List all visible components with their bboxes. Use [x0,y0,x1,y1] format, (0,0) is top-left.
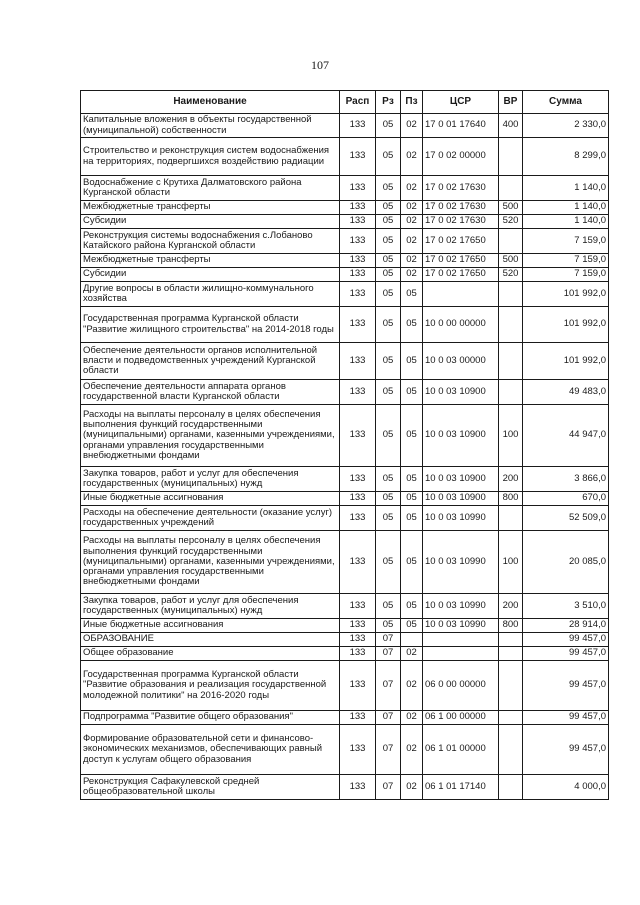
row-name: Водоснабжение с Крутиха Далматовского района Курганской области [81,176,340,201]
row-rasp: 133 [340,307,376,343]
row-sum: 20 085,0 [523,531,609,594]
row-pz: 05 [401,492,423,506]
table-row [81,268,609,282]
page-number: 107 [311,58,329,72]
row-rz: 05 [376,176,401,201]
row-rz: 05 [376,492,401,506]
row-vr: 520 [499,268,523,282]
row-rz: 05 [376,531,401,594]
row-rasp: 133 [340,506,376,531]
row-sum: 3 866,0 [523,467,609,492]
row-vr [499,711,523,725]
row-sum: 1 140,0 [523,215,609,229]
row-name: Формирование образовательной сети и финансово-экономических механизмов, обеспечивающих равный доступ к услугам общего образования [81,725,340,775]
row-vr: 500 [499,254,523,268]
row-csr: 17 0 01 17640 [423,114,499,138]
row-rz: 07 [376,647,401,661]
row-sum: 2 330,0 [523,114,609,138]
row-name: Подпрограмма "Развитие общего образования" [81,711,340,725]
table-row [81,254,609,268]
row-rasp: 133 [340,492,376,506]
table-row [81,229,609,254]
table-row [81,282,609,307]
row-pz [401,633,423,647]
column-header-pz: Пз [401,91,423,114]
row-name: Межбюджетные трансферты [81,254,340,268]
row-rz: 05 [376,380,401,405]
row-csr: 10 0 03 10900 [423,405,499,467]
row-sum: 670,0 [523,492,609,506]
row-sum: 8 299,0 [523,138,609,176]
row-rasp: 133 [340,229,376,254]
row-name: Строительство и реконструкция систем водоснабжения на территориях, подвергшихся воздействию радиации [81,138,340,176]
row-csr [423,647,499,661]
row-csr: 10 0 00 00000 [423,307,499,343]
row-csr: 10 0 03 10900 [423,467,499,492]
row-vr: 500 [499,201,523,215]
column-header-vr: ВР [499,91,523,114]
row-pz: 05 [401,506,423,531]
row-name: Расходы на выплаты персоналу в целях обеспечения выполнения функций государственными (муниципальными) органами, казенными учреждениями, органами управления государственными внебюджетными фондами [81,531,340,594]
row-vr: 800 [499,619,523,633]
row-rz: 05 [376,138,401,176]
row-vr [499,176,523,201]
row-name: Общее образование [81,647,340,661]
row-rasp: 133 [340,711,376,725]
row-vr [499,775,523,800]
row-name: Обеспечение деятельности органов исполнительной власти и подведомственных учреждений Курганской области [81,343,340,380]
row-rz: 05 [376,619,401,633]
row-rasp: 133 [340,594,376,619]
row-pz: 05 [401,531,423,594]
row-vr: 100 [499,405,523,467]
row-csr: 17 0 02 17630 [423,215,499,229]
row-rasp: 133 [340,282,376,307]
row-vr: 100 [499,531,523,594]
row-csr: 17 0 02 17650 [423,254,499,268]
row-name: Иные бюджетные ассигнования [81,619,340,633]
row-sum: 4 000,0 [523,775,609,800]
table-row [81,633,609,647]
row-pz: 02 [401,254,423,268]
row-vr: 400 [499,114,523,138]
row-sum: 1 140,0 [523,176,609,201]
row-vr [499,506,523,531]
column-header-rasp: Расп [340,91,376,114]
row-rz: 05 [376,201,401,215]
row-vr [499,633,523,647]
row-vr: 200 [499,594,523,619]
row-rz: 05 [376,114,401,138]
table-row [81,114,609,138]
row-csr: 10 0 03 10900 [423,380,499,405]
row-name: Закупка товаров, работ и услуг для обеспечения государственных (муниципальных) нужд [81,594,340,619]
row-csr: 17 0 02 17650 [423,229,499,254]
row-csr: 06 1 00 00000 [423,711,499,725]
row-name: Государственная программа Курганской области "Развитие жилищного строительства" на 2014-2018 годы [81,307,340,343]
row-name: Субсидии [81,268,340,282]
row-rasp: 133 [340,531,376,594]
row-pz: 05 [401,594,423,619]
table-row [81,492,609,506]
row-pz: 02 [401,647,423,661]
row-pz: 02 [401,661,423,711]
row-name: Закупка товаров, работ и услуг для обеспечения государственных (муниципальных) нужд [81,467,340,492]
row-name: Другие вопросы в области жилищно-коммунального хозяйства [81,282,340,307]
table-row [81,711,609,725]
row-sum: 44 947,0 [523,405,609,467]
row-pz: 02 [401,114,423,138]
table-row [81,725,609,775]
row-name: Расходы на обеспечение деятельности (оказание услуг) государственных учреждений [81,506,340,531]
row-rz: 05 [376,594,401,619]
row-rasp: 133 [340,661,376,711]
row-rz: 05 [376,506,401,531]
row-sum: 101 992,0 [523,282,609,307]
table-row [81,506,609,531]
row-csr: 10 0 03 10990 [423,619,499,633]
row-name: Субсидии [81,215,340,229]
row-vr [499,282,523,307]
budget-table [80,90,609,800]
row-rasp: 133 [340,380,376,405]
row-sum: 99 457,0 [523,661,609,711]
column-header-name: Наименование [81,91,340,114]
row-rz: 05 [376,307,401,343]
row-rasp: 133 [340,343,376,380]
row-rasp: 133 [340,138,376,176]
row-csr: 17 0 02 17650 [423,268,499,282]
row-rasp: 133 [340,405,376,467]
row-name: Реконструкция системы водоснабжения с.Лобаново Катайского района Курганской области [81,229,340,254]
row-rasp: 133 [340,647,376,661]
column-header-rz: Рз [376,91,401,114]
row-sum: 99 457,0 [523,633,609,647]
table-row [81,215,609,229]
row-rz: 05 [376,467,401,492]
row-rz: 05 [376,229,401,254]
row-rasp: 133 [340,215,376,229]
row-rasp: 133 [340,633,376,647]
row-rz: 05 [376,268,401,282]
column-header-sum: Сумма [523,91,609,114]
table-row [81,138,609,176]
row-pz: 02 [401,229,423,254]
row-vr [499,138,523,176]
row-pz: 05 [401,282,423,307]
table-row [81,307,609,343]
table-row [81,619,609,633]
row-rasp: 133 [340,176,376,201]
row-vr [499,343,523,380]
row-pz: 05 [401,380,423,405]
row-rz: 05 [376,215,401,229]
row-csr: 06 1 01 00000 [423,725,499,775]
row-rz: 05 [376,405,401,467]
row-csr: 06 0 00 00000 [423,661,499,711]
row-pz: 02 [401,711,423,725]
row-pz: 05 [401,619,423,633]
row-sum: 99 457,0 [523,725,609,775]
row-rasp: 133 [340,725,376,775]
row-name: Иные бюджетные ассигнования [81,492,340,506]
row-rasp: 133 [340,114,376,138]
row-rz: 05 [376,254,401,268]
table-row [81,201,609,215]
row-pz: 02 [401,775,423,800]
row-sum: 28 914,0 [523,619,609,633]
row-rz: 07 [376,711,401,725]
row-vr [499,307,523,343]
row-rasp: 133 [340,254,376,268]
row-rasp: 133 [340,619,376,633]
row-rasp: 133 [340,467,376,492]
row-csr: 10 0 03 10990 [423,594,499,619]
row-pz: 05 [401,343,423,380]
table-header-row [81,91,609,114]
row-rasp: 133 [340,201,376,215]
row-sum: 7 159,0 [523,254,609,268]
table-row [81,176,609,201]
row-name: Реконструкция Сафакулевской средней общеобразовательной школы [81,775,340,800]
row-sum: 101 992,0 [523,343,609,380]
table-row [81,343,609,380]
table-row [81,661,609,711]
row-rz: 07 [376,775,401,800]
row-name: ОБРАЗОВАНИЕ [81,633,340,647]
row-csr: 17 0 02 17630 [423,176,499,201]
row-csr: 10 0 03 00000 [423,343,499,380]
row-rz: 07 [376,661,401,711]
row-csr: 17 0 02 17630 [423,201,499,215]
row-csr: 10 0 03 10990 [423,531,499,594]
row-rz: 07 [376,633,401,647]
row-sum: 99 457,0 [523,711,609,725]
row-rz: 07 [376,725,401,775]
row-rasp: 133 [340,268,376,282]
table-row [81,531,609,594]
row-rasp: 133 [340,775,376,800]
row-pz: 02 [401,725,423,775]
row-name: Обеспечение деятельности аппарата органов государственной власти Курганской области [81,380,340,405]
row-pz: 05 [401,467,423,492]
row-pz: 02 [401,215,423,229]
table-row [81,647,609,661]
row-sum: 99 457,0 [523,647,609,661]
row-sum: 1 140,0 [523,201,609,215]
row-vr [499,229,523,254]
row-pz: 05 [401,405,423,467]
row-rz: 05 [376,343,401,380]
row-sum: 7 159,0 [523,268,609,282]
row-csr: 06 1 01 17140 [423,775,499,800]
row-csr: 10 0 03 10990 [423,506,499,531]
row-pz: 02 [401,176,423,201]
row-pz: 02 [401,268,423,282]
row-name: Государственная программа Курганской области "Развитие образования и реализация государственной молодежной политики" на 2016-2020 годы [81,661,340,711]
row-sum: 3 510,0 [523,594,609,619]
table-row [81,775,609,800]
row-pz: 05 [401,307,423,343]
table-row [81,405,609,467]
row-csr [423,282,499,307]
row-csr: 10 0 03 10900 [423,492,499,506]
row-sum: 7 159,0 [523,229,609,254]
row-csr [423,633,499,647]
table-row [81,380,609,405]
row-sum: 101 992,0 [523,307,609,343]
row-name: Межбюджетные трансферты [81,201,340,215]
row-name: Капитальные вложения в объекты государственной (муниципальной) собственности [81,114,340,138]
row-rz: 05 [376,282,401,307]
row-sum: 52 509,0 [523,506,609,531]
row-pz: 02 [401,138,423,176]
row-vr [499,647,523,661]
row-pz: 02 [401,201,423,215]
row-vr [499,725,523,775]
table-row [81,467,609,492]
column-header-csr: ЦСР [423,91,499,114]
row-name: Расходы на выплаты персоналу в целях обеспечения выполнения функций государственными (муниципальными) органами, казенными учреждениями, органами управления государственными внебюджетными фондами [81,405,340,467]
row-vr: 800 [499,492,523,506]
row-vr [499,661,523,711]
row-csr: 17 0 02 00000 [423,138,499,176]
table-row [81,594,609,619]
row-vr: 520 [499,215,523,229]
row-vr [499,380,523,405]
row-sum: 49 483,0 [523,380,609,405]
row-vr: 200 [499,467,523,492]
